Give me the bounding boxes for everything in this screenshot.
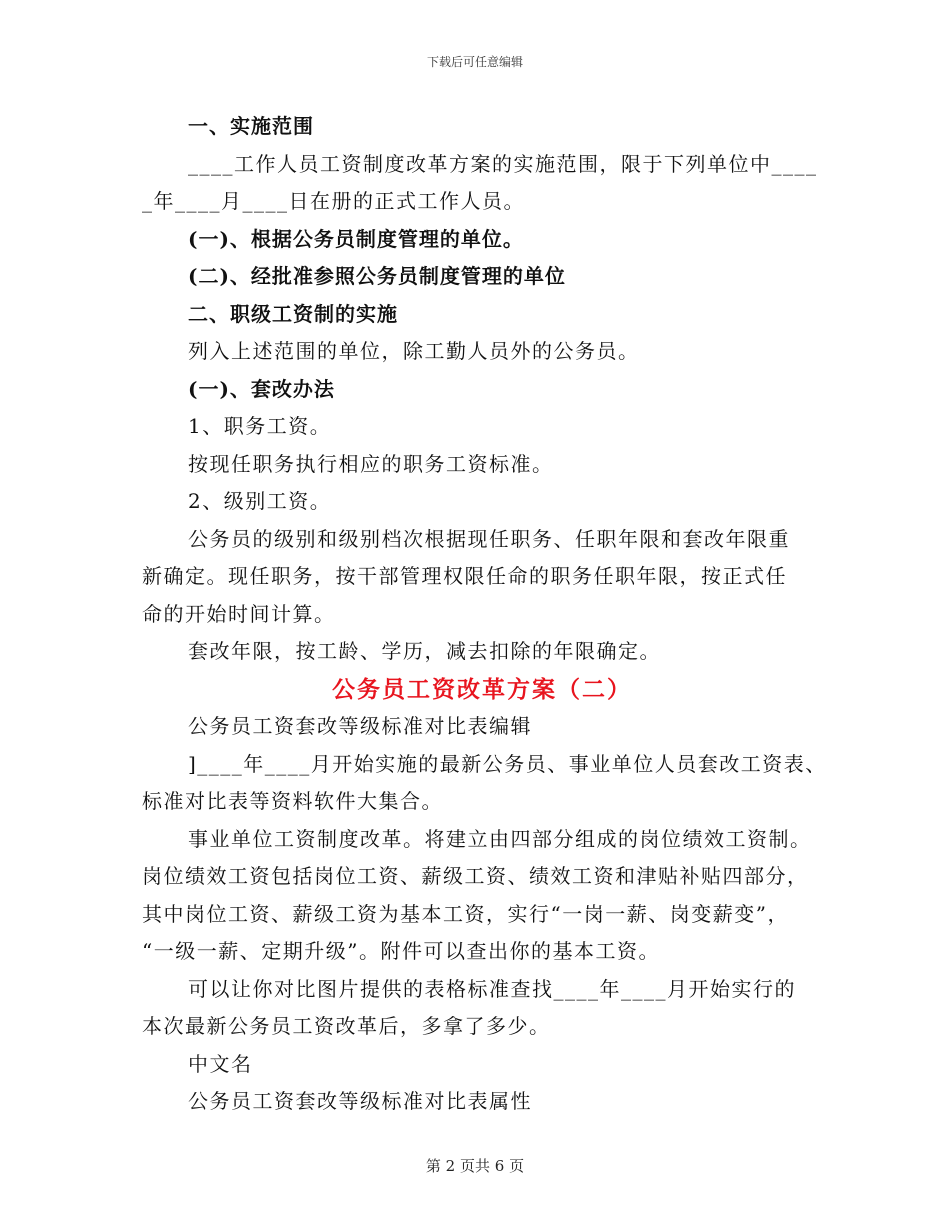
- paragraph-line: 列入上述范围的单位，除工勤人员外的公务员。: [188, 339, 640, 363]
- subheading-civil-servant-units: (一)、根据公务员制度管理的单位。: [188, 226, 524, 251]
- paragraph-line: 新确定。现任职务，按干部管理权限任命的职务任职年限，按正式任: [142, 564, 787, 588]
- paragraph-line: 本次最新公务员工资改革后，多拿了多少。: [142, 1014, 551, 1038]
- subheading-conversion-method: (一)、套改办法: [188, 376, 335, 401]
- section-heading-rank-salary: 二、职级工资制的实施: [188, 301, 398, 326]
- paragraph-line: 公务员的级别和级别档次根据现任职务、任职年限和套改年限重: [188, 526, 790, 551]
- paragraph-line: 套改年限，按工龄、学历，减去扣除的年限确定。: [188, 639, 661, 663]
- paragraph-line: ____工作人员工资制度改革方案的实施范围，限于下列单位中____: [188, 151, 818, 176]
- paragraph-line: “一级一薪、定期升级”。附件可以查出你的基本工资。: [142, 939, 660, 963]
- section-heading-scope: 一、实施范围: [188, 114, 314, 138]
- paragraph-line: _年____月____日在册的正式工作人员。: [142, 189, 525, 213]
- subheading-approved-units: (二)、经批准参照公务员制度管理的单位: [188, 264, 566, 288]
- paragraph-line: 岗位绩效工资包括岗位工资、薪级工资、绩效工资和津贴补贴四部分，: [142, 864, 809, 888]
- list-item-position-salary: 1、职务工资。: [188, 414, 332, 438]
- paragraph-line: 可以让你对比图片提供的表格标准查找____年____月开始实行的: [188, 976, 796, 1001]
- list-item-grade-salary: 2、级别工资。: [188, 489, 332, 513]
- paragraph-line: 按现任职务执行相应的职务工资标准。: [188, 451, 554, 476]
- paragraph-line: 公务员工资套改等级标准对比表属性: [188, 1089, 532, 1113]
- page-header-note: 下载后可任意编辑: [426, 55, 523, 69]
- paragraph-line: 标准对比表等资料软件大集合。: [142, 789, 443, 813]
- paragraph-line: 事业单位工资制度改革。将建立由四部分组成的岗位绩效工资制。: [188, 826, 812, 851]
- page-number: 第 2 页共 6 页: [425, 1157, 525, 1175]
- document-title: 公务员工资改革方案（二）: [332, 675, 632, 703]
- paragraph-line: 公务员工资套改等级标准对比表编辑: [188, 714, 532, 738]
- paragraph-line: 中文名: [188, 1051, 253, 1076]
- paragraph-line: ]____年____月开始实施的最新公务员、事业单位人员套改工资表、: [188, 751, 827, 776]
- paragraph-line: 命的开始时间计算。: [142, 601, 336, 626]
- document-body: [142, 108, 827, 1121]
- paragraph-line: 其中岗位工资、薪级工资为基本工资，实行“一岗一薪、岗变薪变”，: [142, 901, 789, 926]
